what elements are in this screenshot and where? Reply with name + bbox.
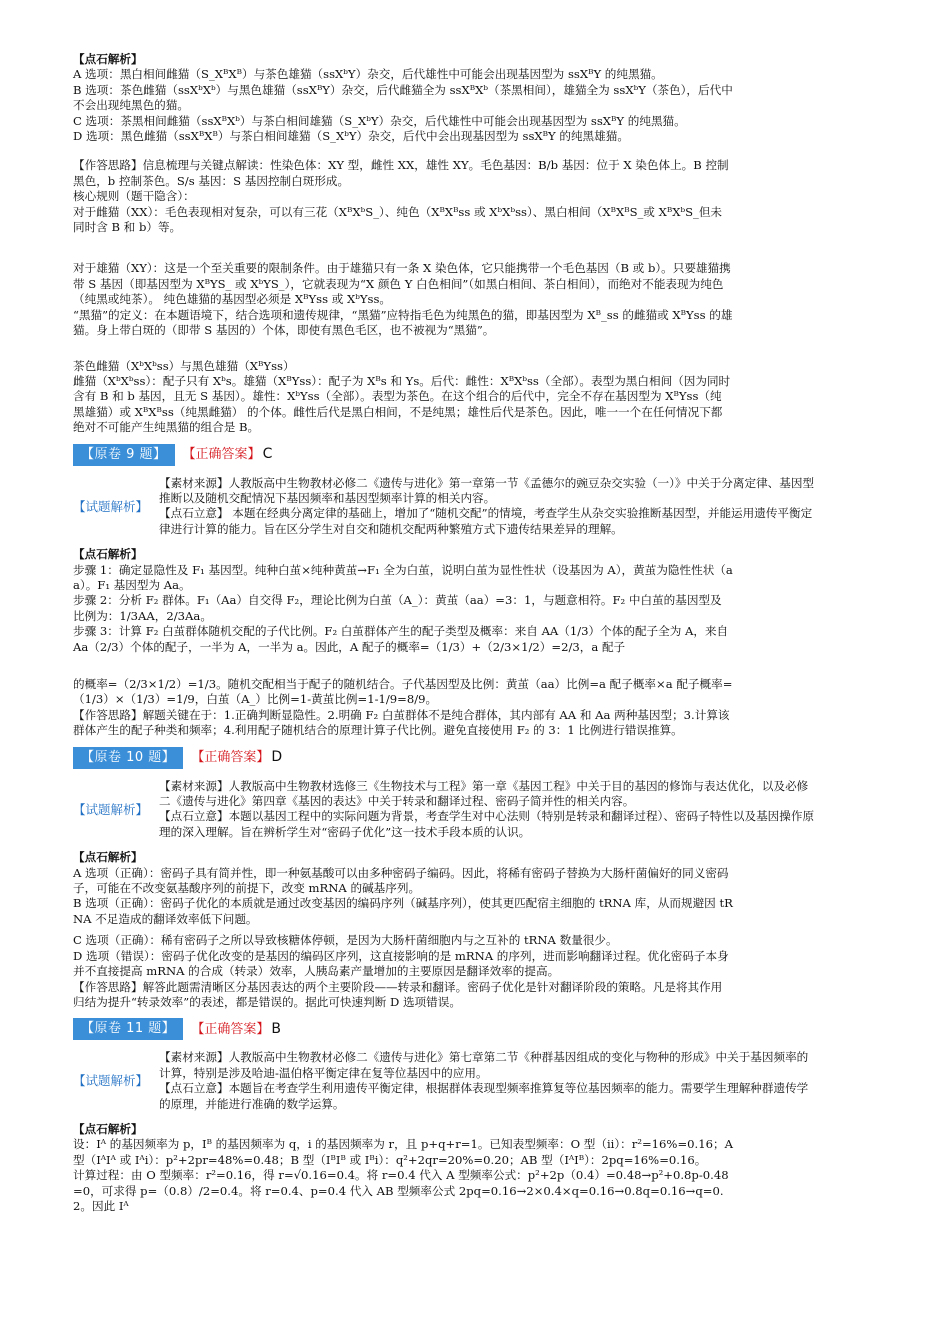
option-c-text: C 选项：茶黑相间雌猫（ssXᴮXᵇ）与茶白相间雄猫（S_XᵇY）杂交，后代雄性中可能会出现基因型为 ssXᴮY 的纯黑猫。 xyxy=(73,113,686,128)
material-source: 【素材来源】人教版高中生物教材必修二《遗传与进化》第一章第一节《孟德尔的豌豆杂交实验（一）》中关于分离定律、基因型推断以及随机交配情况下基因频率和基因型频率计算的相关内容。 xyxy=(159,475,815,505)
thinking-paragraph: 【作答思路】解答此题需清晰区分基因表达的两个主要阶段——转录和翻译。密码子优化是针对翻译阶段的策略。凡是将其作用归结为提升“转录效率”的表述，都是错误的。据此可快速判断 D 选项错误。 xyxy=(73,979,723,1009)
black-cat-definition: “黑猫”的定义：在本题语境下，结合选项和遗传规律，“黑猫”应特指毛色为纯黑色的猫，即基因型为 Xᴮ_ss 的雌猫或 XᴮYss 的雄猫。身上带白斑的（即带 S 基因的）个体，即使有黑色毛区，也不被视为“黑猫”。 xyxy=(73,307,733,338)
material-source: 【素材来源】人教版高中生物教材必修二《遗传与进化》第七章第二节《种群基因组成的变化与物种的形成》中关于基因频率的计算，特别是涉及哈迪-温伯格平衡定律在复等位基因中的应用。 xyxy=(159,1050,809,1080)
female-cat-paragraph: 对于雌猫（XX）：毛色表现相对复杂，可以有三花（XᴮXᵇS_）、纯色（XᴮXᴮss 或 XᵇXᵇss）、黑白相间（XᴮXᴮS_或 XᴮXᵇS_但未同时含 B 和 b）等。 xyxy=(73,204,723,235)
spacer xyxy=(73,235,733,261)
step-3-continued: 的概率=（2/3×1/2）=1/3。随机交配相当于配子的随机结合。子代基因型及比例：黄茧（aa）比例=a 配子概率×a 配子概率=（1/3）×（1/3）=1/9，白茧（A_）比例=1-黄茧比例=1-1/9=8/9。 xyxy=(73,677,733,707)
step-3: 步骤 3：计算 F₂ 白茧群体随机交配的子代比例。F₂ 白茧群体产生的配子类型及概率：来自 AA（1/3）个体的配子全为 A，来自 Aa（2/3）个体的配子，一半为 A，一半为 a。因此，A 配子的概率=（1/3）+（2/3×1/2）=2/3，a 配子 xyxy=(73,624,729,654)
question-intent: 【点石立意】本题旨在考查学生利用遗传平衡定律，根据群体表现型频率推算复等位基因频率的能力。需要学生理解种群遗传学的原理，并能进行准确的数学运算。 xyxy=(159,1081,809,1111)
calculation-paragraph: 计算过程：由 O 型频率：r²=0.16，得 r=√0.16=0.4。将 r=0.4 代入 A 型频率公式：p²+2p（0.4）=0.48→p²+0.8p-0.48=0，可求得 p=（0.8）/2=0.4。将 r=0.4、p=0.4 代入 AB 型频率公式 2pq=0.16→2×0.4×q=0.16→0.8q=0.16→q=0.2。因此 Iᴬ xyxy=(73,1168,729,1213)
question-10-header xyxy=(73,747,733,769)
thinking-paragraph: 【作答思路】解题关键在于：1.正确判断显隐性。2.明确 F₂ 白茧群体不是纯合群体，其内部有 AA 和 Aa 两种基因型；3.计算该群体产生的配子种类和频率；4.利用配子随机结合的原理计算子代比例。避免直接使用 F₂ 的 3：1 比例进行错误推算。 xyxy=(73,707,730,738)
question-11-header xyxy=(73,1018,733,1040)
step-1: 步骤 1：确定显隐性及 F₁ 基因型。纯种白茧×纯种黄茧→F₁ 全为白茧，说明白茧为显性性状（设基因为 A），黄茧为隐性性状（aa）。F₁ 基因型为 Aa。 xyxy=(73,562,733,592)
question-9-source-block xyxy=(73,476,815,538)
definitions-paragraph: 设：Iᴬ 的基因频率为 p，Iᴮ 的基因频率为 q，i 的基因频率为 r，且 p+q+r=1。已知表型频率：O 型（ii）：r²=16%=0.16；A 型（IᴬIᴬ 或 Iᴬi）：p²+2pr=48%=0.48；B 型（IᴮIᴮ 或 Iᴮi）：q²+2qr=20%=0.20；AB 型（IᴬIᴮ）：2pq=16%=0.16。 xyxy=(73,1137,733,1167)
material-source: 【素材来源】人教版高中生物教材选修三《生物技术与工程》第一章《基因工程》中关于目的基因的修饰与表达优化，以及必修二《遗传与进化》第四章《基因的表达》中关于转录和翻译过程、密码子简并性的相关内容。 xyxy=(159,778,809,809)
option-a-text: A 选项（正确）：密码子具有简并性，即一种氨基酸可以由多种密码子编码。因此，将稀有密码子替换为大肠杆菌偏好的同义密码子，可能在不改变氨基酸序列的前提下，改变 mRNA 的碱基序列。 xyxy=(73,865,729,896)
option-a-text: A 选项：黑白相间雌猫（S_XᴮXᴮ）与茶色雄猫（ssXᵇY）杂交，后代雄性中可能会出现基因型为 ssXᴮY 的纯黑猫。 xyxy=(73,67,663,82)
question-10-source-block xyxy=(73,779,815,841)
analysis-heading: 【点石解析】 xyxy=(73,547,143,562)
analysis-heading: 【点石解析】 xyxy=(73,52,143,66)
core-rule-label: 核心规则（题干隐含）： xyxy=(73,189,195,204)
source-text xyxy=(159,779,815,841)
analysis-heading: 【点石解析】 xyxy=(73,850,143,865)
analysis-heading: 【点石解析】 xyxy=(73,1121,143,1136)
spacer xyxy=(73,339,733,359)
cross-analysis: 雌猫（XᵇXᵇss）：配子只有 Xᵇs。雄猫（XᴮYss）：配子为 Xᴮs 和 Ys。后代：雌性：XᴮXᵇss（全部）。表型为黑白相间（因为同时含有 B 和 b 基因，且无 S 基因）。雄性：XᵇYss（全部）。表型为茶色。在这个组合的后代中，完全不存在基因型为 XᴮYss（纯黑雄猫）或 XᴮXᴮss（纯黑雌猫） 的个体。雌性后代是黑白相间，不是纯黑；雄性后代是茶色。因此，唯一一个在任何情况下都绝对不可能产生纯黑猫的组合是 B。 xyxy=(73,373,731,435)
analysis-tag: 【试题解析】 xyxy=(73,801,149,817)
analysis-tag: 【试题解析】 xyxy=(73,498,149,514)
question-number-badge: 【原卷 10 题】 xyxy=(73,747,183,769)
option-c-text: C 选项（正确）：稀有密码子之所以导致核糖体停顿，是因为大肠杆菌细胞内与之互补的 tRNA 数量很少。 xyxy=(73,933,618,948)
question-intent: 【点石立意】 本题在经典分离定律的基础上，增加了“随机交配”的情境，考查学生从杂交实验推断基因型，并能运用遗传平衡定律进行计算的能力。旨在区分学生对自交和随机交配两种繁殖方式下遗传结果差异的理解。 xyxy=(159,506,813,536)
source-text xyxy=(159,1050,815,1112)
question-intent: 【点石立意】本题以基因工程中的实际问题为背景，考查学生对中心法则（特别是转录和翻译过程）、密码子特性以及基因操作原理的深入理解。旨在辨析学生对“密码子优化”这一技术手段本质的认识。 xyxy=(159,809,815,839)
spacer xyxy=(73,144,733,158)
answer-label: 【正确答案】 xyxy=(191,1021,270,1037)
question-11-source-block xyxy=(73,1050,815,1112)
answer-label: 【正确答案】 xyxy=(182,446,261,462)
question-number-badge: 【原卷 9 题】 xyxy=(73,444,175,466)
answer-label: 【正确答案】 xyxy=(191,749,270,765)
step-2: 步骤 2：分析 F₂ 群体。F₁（Aa）自交得 F₂，理论比例为白茧（A_）：黄茧（aa）=3：1，与题意相符。F₂ 中白茧的基因型及比例为：1/3AA，2/3Aa。 xyxy=(73,593,722,623)
option-b-text: B 选项：茶色雌猫（ssXᵇXᵇ）与黑色雄猫（ssXᴮY）杂交，后代雌猫全为 ssXᴮXᵇ（茶黑相间），雄猫全为 ssXᵇY（茶色），后代中不会出现纯黑色的猫。 xyxy=(73,82,733,113)
question-number-badge: 【原卷 11 题】 xyxy=(73,1018,183,1040)
cross-label: 茶色雌猫（XᵇXᵇss）与黑色雄猫（XᴮYss） xyxy=(73,358,295,373)
question-9-header xyxy=(73,444,733,466)
answer-value: B xyxy=(271,1020,281,1037)
spacer xyxy=(73,655,733,677)
answer-value: D xyxy=(271,748,283,765)
analysis-tag: 【试题解析】 xyxy=(73,1073,149,1089)
option-d-text: D 选项（错误）：密码子优化改变的是基因的编码区序列，这直接影响的是 mRNA 的序列，进而影响翻译过程。优化密码子本身并不直接提高 mRNA 的合成（转录）效率，人胰岛素产量增加的主要原因是翻译效率的提高。 xyxy=(73,948,729,979)
option-d-text: D 选项：黑色雌猫（ssXᴮXᴮ）与茶白相间雄猫（S_XᵇY）杂交，后代中会出现基因型为 ssXᴮY 的纯黑雄猫。 xyxy=(73,129,629,144)
answer-value: C xyxy=(262,445,273,462)
document-page xyxy=(73,52,815,1214)
thinking-paragraph: 【作答思路】信息梳理与关键点解读：性染色体：XY 型，雌性 XX，雄性 XY。毛色基因：B/b 基因：位于 X 染色体上。B 控制黑色，b 控制茶色。S/s 基因：S 基因控制白斑形成。 xyxy=(73,158,729,188)
male-cat-paragraph: 对于雄猫（XY）：这是一个至关重要的限制条件。由于雄猫只有一条 X 染色体，它只能携带一个毛色基因（B 或 b）。只要雄猫携带 S 基因（即基因型为 XᴮYS_ 或 XᵇYS_），它就表现为“X 颜色 Y 白色相间”（如黑白相间、茶白相间），而绝对不能表现为纯色（纯黑或纯茶）。 纯色雄猫的基因型必须是 XᴮYss 或 XᵇYss。 xyxy=(73,261,731,307)
option-b-text: B 选项（正确）：密码子优化的本质就是通过改变基因的编码序列（碱基序列），使其更匹配宿主细胞的 tRNA 库，从而规避因 tRNA 不足造成的翻译效率低下问题。 xyxy=(73,896,733,926)
source-text xyxy=(159,476,815,538)
